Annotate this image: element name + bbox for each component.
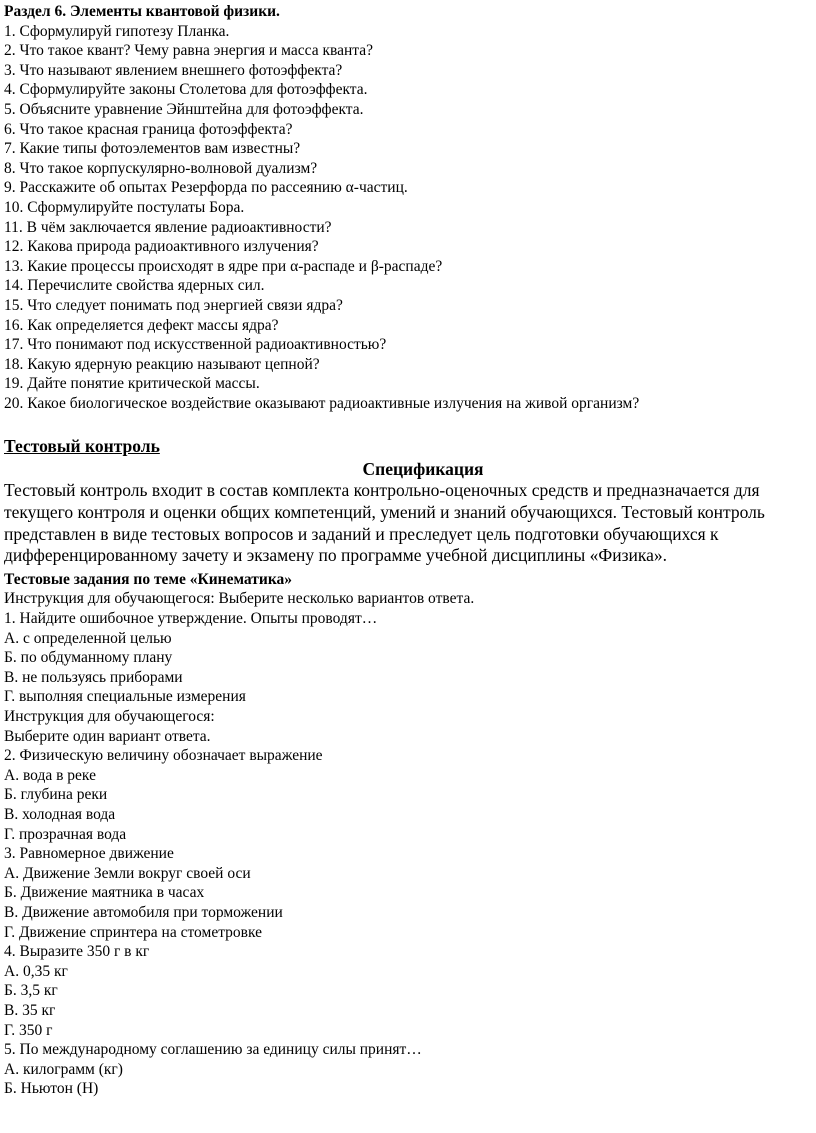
question-item: 13. Какие процессы происходят в ядре при α-распаде и β-распаде? [4, 257, 443, 275]
test-items [4, 589, 812, 1098]
question-item: 7. Какие типы фотоэлементов вам известны? [4, 140, 301, 158]
question-line: 4. Выразите 350 г в кг [4, 943, 150, 961]
answer-option: Г. 350 г [4, 1021, 53, 1039]
question-item: 11. В чём заключается явление радиоактивности? [4, 218, 332, 236]
question-item: 20. Какое биологическое воздействие оказывают радиоактивные излучения на живой организм? [4, 394, 640, 412]
answer-option: В. 35 кг [4, 1001, 56, 1019]
question-item: 9. Расскажите об опытах Резерфорда по рассеянию α-частиц. [4, 179, 408, 197]
question-item: 19. Дайте понятие критической массы. [4, 375, 260, 393]
answer-option: Б. 3,5 кг [4, 982, 58, 1000]
answer-option: Г. Движение спринтера на стометровке [4, 923, 262, 941]
answer-option: Б. по обдуманному плану [4, 649, 173, 667]
instruction-line: Инструкция для обучающегося: [4, 708, 215, 725]
topic-heading: Тестовые задания по теме «Кинематика» [4, 570, 293, 588]
question-item: 15. Что следует понимать под энергией связи ядра? [4, 296, 343, 314]
answer-option: Б. Движение маятника в часах [4, 884, 205, 902]
answer-option: А. Движение Земли вокруг своей оси [4, 864, 251, 882]
instruction-line: Выберите один вариант ответа. [4, 727, 211, 745]
answer-option: В. не пользуясь приборами [4, 668, 183, 686]
question-item: 10. Сформулируйте постулаты Бора. [4, 198, 245, 216]
question-line: 1. Найдите ошибочное утверждение. Опыты проводят… [4, 610, 378, 628]
answer-option: А. вода в реке [4, 766, 96, 784]
answer-option: В. холодная вода [4, 805, 116, 823]
question-item: 17. Что понимают под искусственной радиоактивностью? [4, 336, 387, 354]
answer-option: А. килограмм (кг) [4, 1060, 123, 1078]
question-line: 5. По международному соглашению за единицу силы принят… [4, 1041, 422, 1059]
question-line: 2. Физическую величину обозначает выражение [4, 747, 323, 765]
answer-option: Г. прозрачная вода [4, 825, 127, 843]
question-item: 4. Сформулируйте законы Столетова для фотоэффекта. [4, 81, 368, 99]
answer-option: Б. глубина реки [4, 786, 108, 804]
answer-option: А. с определенной целью [4, 629, 172, 647]
answer-option: Б. Ньютон (Н) [4, 1080, 99, 1098]
question-item: 14. Перечислите свойства ядерных сил. [4, 277, 265, 295]
question-item: 1. Сформулируй гипотезу Планка. [4, 22, 230, 40]
question-line: 3. Равномерное движение [4, 845, 174, 863]
specification-heading: Спецификация [362, 459, 484, 480]
question-item: 6. Что такое красная граница фотоэффекта? [4, 120, 293, 138]
document-page [0, 2, 816, 1133]
test-control-heading: Тестовый контроль [4, 436, 160, 457]
question-item: 8. Что такое корпускулярно-волновой дуализм? [4, 159, 318, 177]
answer-option: Г. выполняя специальные измерения [4, 688, 246, 706]
question-item: 12. Какова природа радиоактивного излучения? [4, 238, 319, 256]
question-item: 2. Что такое квант? Чему равна энергия и масса кванта? [4, 42, 374, 60]
question-list [4, 22, 812, 414]
question-item: 5. Объясните уравнение Эйнштейна для фотоэффекта. [4, 100, 364, 118]
instruction-line: Инструкция для обучающегося: Выберите несколько вариантов ответа. [4, 590, 475, 608]
specification-paragraph: Тестовый контроль входит в состав комплекта контрольно-оценочных средств и предназначается для текущего контроля и оценки общих компетенций, умений и знаний обучающихся. Тестовый контроль представлен в виде тестовых вопросов и заданий и преследует цель подготовки обучающихся к дифференцированному зачету и экзамену по программе учебной дисциплины «Физика». [4, 480, 765, 566]
question-item: 18. Какую ядерную реакцию называют цепной? [4, 355, 320, 373]
question-item: 3. Что называют явлением внешнего фотоэффекта? [4, 61, 343, 79]
section-title: Раздел 6. Элементы квантовой физики. [4, 3, 280, 20]
answer-option: А. 0,35 кг [4, 962, 68, 980]
question-item: 16. Как определяется дефект массы ядра? [4, 316, 279, 334]
answer-option: В. Движение автомобиля при торможении [4, 903, 283, 921]
